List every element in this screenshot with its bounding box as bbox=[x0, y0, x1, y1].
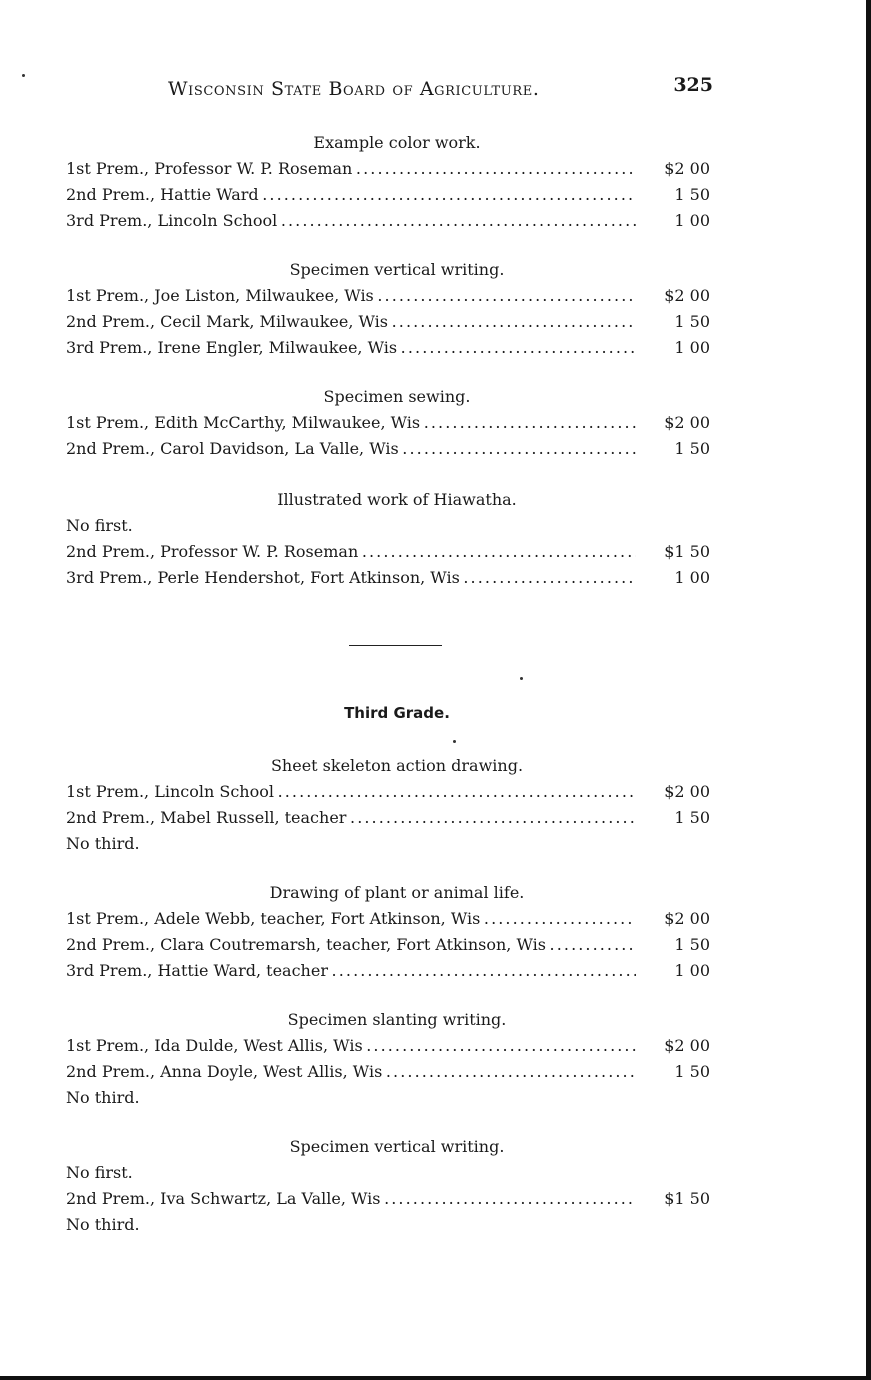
third-grade-heading: Third Grade. bbox=[344, 704, 450, 722]
prize-recipient: 3rd Prem., Lincoln School . . . bbox=[66, 208, 636, 234]
prize-recipient: 1st Prem., Lincoln School . . . bbox=[66, 779, 636, 805]
prize-recipient: 2nd Prem., Mabel Russell, teacher . . . bbox=[66, 805, 636, 831]
prize-recipient: 1st Prem., Edith McCarthy, Milwaukee, Wis . . . bbox=[66, 410, 636, 436]
prize-recipient: 2nd Prem., Cecil Mark, Milwaukee, Wis . . . bbox=[66, 309, 636, 335]
prize-recipient: 1st Prem., Professor W. P. Roseman . . . bbox=[66, 156, 636, 182]
prize-amount: 1 00 bbox=[674, 961, 710, 980]
prize-row bbox=[66, 906, 728, 932]
section-heading: Illustrated work of Hiawatha. bbox=[277, 490, 517, 509]
no-prize-note: No first. bbox=[66, 516, 133, 535]
section-specimen-vertical-writing bbox=[66, 257, 728, 361]
prize-amount: 1 00 bbox=[674, 211, 710, 230]
prize-row bbox=[66, 958, 728, 984]
section-heading: Specimen sewing. bbox=[323, 387, 471, 406]
prize-row bbox=[66, 436, 728, 462]
prize-row bbox=[66, 1186, 728, 1212]
section-plant-animal-drawing bbox=[66, 880, 728, 984]
prize-amount: $2 00 bbox=[664, 413, 710, 432]
page-number: 325 bbox=[673, 74, 713, 96]
section-specimen-slanting-writing bbox=[66, 1007, 728, 1111]
no-prize-note: No third. bbox=[66, 1088, 140, 1107]
prize-amount: 1 50 bbox=[674, 185, 710, 204]
page-header bbox=[168, 74, 713, 104]
prize-amount: 1 00 bbox=[674, 568, 710, 587]
section-heading: Drawing of plant or animal life. bbox=[269, 883, 525, 902]
prize-recipient: 2nd Prem., Iva Schwartz, La Valle, Wis . . . bbox=[66, 1186, 636, 1212]
prize-recipient: 2nd Prem., Professor W. P. Roseman . . . bbox=[66, 539, 636, 565]
running-title: Wisconsin State Board of Agriculture. bbox=[168, 78, 540, 100]
prize-amount: 1 50 bbox=[674, 1062, 710, 1081]
prize-amount: 1 00 bbox=[674, 338, 710, 357]
prize-amount: $2 00 bbox=[664, 286, 710, 305]
prize-recipient: 3rd Prem., Perle Hendershot, Fort Atkinson, Wis . . . bbox=[66, 565, 636, 591]
scan-edge-bottom bbox=[0, 1376, 871, 1380]
prize-amount: 1 50 bbox=[674, 808, 710, 827]
no-prize-note: No third. bbox=[66, 1215, 140, 1234]
section-hiawatha bbox=[66, 487, 728, 591]
prize-amount: $2 00 bbox=[664, 159, 710, 178]
prize-amount: 1 50 bbox=[674, 312, 710, 331]
prize-recipient: 2nd Prem., Clara Coutremarsh, teacher, Fort Atkinson, Wis . . . bbox=[66, 932, 636, 958]
prize-row bbox=[66, 156, 728, 182]
prize-row bbox=[66, 932, 728, 958]
prize-recipient: 3rd Prem., Hattie Ward, teacher . . . bbox=[66, 958, 636, 984]
section-specimen-sewing bbox=[66, 384, 728, 462]
prize-row bbox=[66, 565, 728, 591]
prize-row bbox=[66, 208, 728, 234]
prize-recipient: 2nd Prem., Anna Doyle, West Allis, Wis . . . bbox=[66, 1059, 636, 1085]
prize-amount: 1 50 bbox=[674, 935, 710, 954]
prize-recipient: 3rd Prem., Irene Engler, Milwaukee, Wis . . . bbox=[66, 335, 636, 361]
section-heading: Specimen vertical writing. bbox=[289, 260, 505, 279]
section-sheet-skeleton-drawing bbox=[66, 753, 728, 857]
scan-edge-right bbox=[866, 0, 871, 1380]
prize-amount: $2 00 bbox=[664, 782, 710, 801]
prize-amount: $1 50 bbox=[664, 1189, 710, 1208]
prize-row bbox=[66, 805, 728, 831]
prize-row bbox=[66, 309, 728, 335]
section-heading: Sheet skeleton action drawing. bbox=[270, 756, 524, 775]
prize-row bbox=[66, 283, 728, 309]
section-heading: Specimen slanting writing. bbox=[287, 1010, 507, 1029]
section-example-color-work bbox=[66, 130, 728, 234]
prize-recipient: 1st Prem., Joe Liston, Milwaukee, Wis . . . bbox=[66, 283, 636, 309]
section-heading: Example color work. bbox=[313, 133, 481, 152]
prize-recipient: 2nd Prem., Hattie Ward . . . bbox=[66, 182, 636, 208]
prize-amount: $2 00 bbox=[664, 909, 710, 928]
prize-row bbox=[66, 539, 728, 565]
prize-amount: $1 50 bbox=[664, 542, 710, 561]
no-prize-note: No first. bbox=[66, 1163, 133, 1182]
prize-amount: 1 50 bbox=[674, 439, 710, 458]
prize-row bbox=[66, 410, 728, 436]
scan-speck bbox=[453, 740, 456, 743]
prize-row bbox=[66, 335, 728, 361]
prize-row bbox=[66, 1059, 728, 1085]
prize-row bbox=[66, 1033, 728, 1059]
section-divider bbox=[349, 645, 442, 646]
prize-recipient: 2nd Prem., Carol Davidson, La Valle, Wis . . . bbox=[66, 436, 636, 462]
prize-recipient: 1st Prem., Ida Dulde, West Allis, Wis . . . bbox=[66, 1033, 636, 1059]
section-third-grade-vertical-writing bbox=[66, 1134, 728, 1238]
no-prize-note: No third. bbox=[66, 834, 140, 853]
scan-speck bbox=[520, 677, 523, 680]
prize-row bbox=[66, 779, 728, 805]
scan-speck bbox=[22, 74, 25, 77]
prize-amount: $2 00 bbox=[664, 1036, 710, 1055]
prize-recipient: 1st Prem., Adele Webb, teacher, Fort Atkinson, Wis . . . bbox=[66, 906, 636, 932]
prize-row bbox=[66, 182, 728, 208]
section-heading: Specimen vertical writing. bbox=[289, 1137, 505, 1156]
